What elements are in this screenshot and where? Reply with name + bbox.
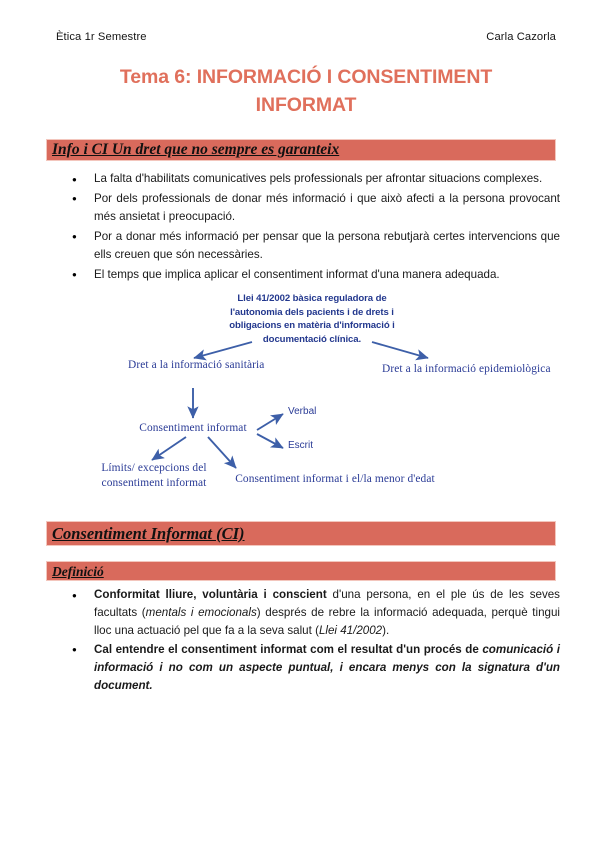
section-header-definicio-label: Definició xyxy=(52,564,104,579)
running-head xyxy=(56,31,556,43)
text-run: Llei 41/2002 xyxy=(318,623,383,637)
list-item: ● Por a donar més informació per pensar que la persona rebutjarà certes intervencions que ells creuen que són necessàries. xyxy=(66,228,560,264)
list-item xyxy=(66,641,560,695)
list-item: ● La falta d'habilitats comunicatives pels professionals per afrontar situacions complexes. xyxy=(66,170,560,188)
diagram-node-menor-edat: Consentiment informat i el/la menor d'edat xyxy=(235,473,435,485)
section-header-info-ci xyxy=(46,139,556,161)
list-item: ● Por dels professionals de donar més informació i que això afecti a la persona provocant més ansietat i preocupació. xyxy=(66,190,560,226)
text-run: mentals i emocionals xyxy=(145,605,257,619)
arrow-consentiment-to-verbal xyxy=(257,414,283,430)
section-header-consentiment-informat-label: Consentiment Informat (CI) xyxy=(52,524,245,543)
section-header-info-ci-label: Info i CI Un dret que no sempre es garanteix xyxy=(52,141,340,158)
text-run: d'una persona, en el ple ús de les seves facultats ( xyxy=(94,588,560,619)
list-item: ● El temps que implica aplicar el consentiment informat d'una manera adequada. xyxy=(66,266,560,284)
section-header-consentiment-informat xyxy=(46,521,556,546)
text-run: Cal entendre el consentiment informat com el resultat d'un procés de xyxy=(94,642,483,656)
diagram-node-verbal: Verbal xyxy=(288,406,317,417)
text-run: comunicació i informació i no com un aspecte puntual, i encara menys con la signatura d'un document. xyxy=(94,642,560,692)
arrow-consentiment-to-menor xyxy=(208,437,236,468)
text-run: Conformitat lliure, voluntària i conscient xyxy=(94,588,327,601)
diagram-node-sanitaria: Dret a la informació sanitària xyxy=(128,359,265,371)
diagram-node-epidemiologica: Dret a la informació epidemiològica xyxy=(382,363,551,375)
diagram-node-llei: Llei 41/2002 bàsica reguladora de l'autonomia dels pacients i de drets i obligacions en matèria d'informació i documentació clínica. xyxy=(229,293,395,345)
section-header-definicio xyxy=(46,561,556,581)
arrow-consentiment-to-limits xyxy=(152,437,186,460)
text-run: ). xyxy=(382,623,390,637)
definicio-bullet-list xyxy=(66,586,560,696)
course-label: Ètica 1r Semestre xyxy=(56,31,147,43)
diagram-node-escrit: Escrit xyxy=(288,440,313,451)
concept-diagram xyxy=(0,290,600,515)
info-ci-bullet-list xyxy=(66,170,560,286)
arrow-consentiment-to-escrit xyxy=(257,434,283,448)
text-run: ) després de rebre la informació adequada, perquè tingui lloc una actuació pel que fa a la seva salut ( xyxy=(94,605,560,637)
page-title xyxy=(56,64,556,119)
diagram-node-limits: Límits/ excepcions del consentiment informat xyxy=(101,462,207,489)
author-label: Carla Cazorla xyxy=(486,31,556,43)
page-title-line-1: Tema 6: INFORMACIÓ I CONSENTIMENT xyxy=(119,66,493,88)
diagram-node-consentiment: Consentiment informat xyxy=(139,422,247,434)
page-title-line-2: INFORMAT xyxy=(255,93,357,116)
list-item xyxy=(66,586,560,640)
